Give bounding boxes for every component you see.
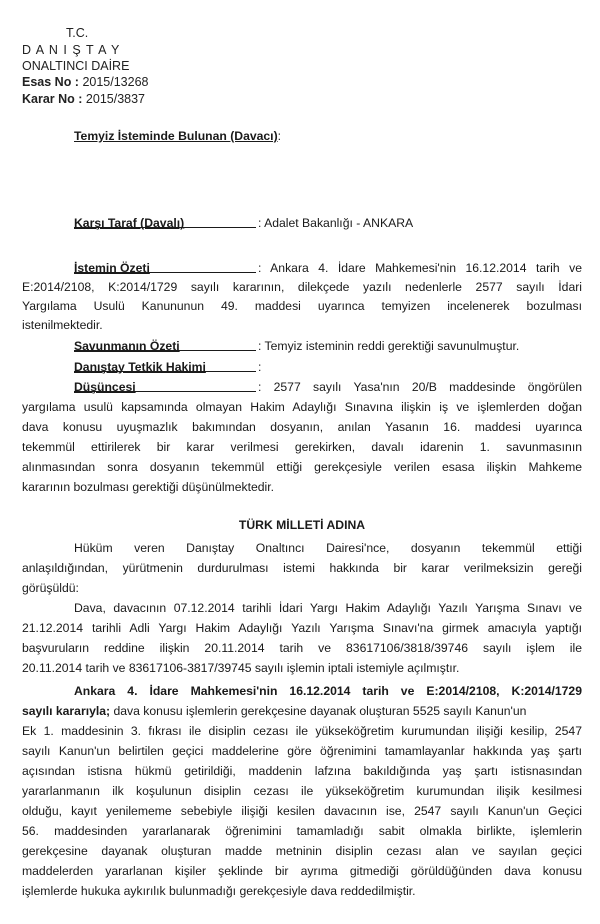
para2-line-2: başvuruların reddine ilişkin 20.11.2014 tarih ve 83617106/3818/39746 sayılı işlem ile — [22, 641, 582, 655]
para2-line-3: 20.11.2014 tarih ve 83617106-3817/39745 sayılı işlemin iptali istemiyle açılmıştır. — [22, 661, 460, 675]
respondent-label: Karşı Taraf (Davalı) — [74, 216, 185, 230]
opinion-row — [74, 378, 600, 397]
para3-line-9: işlemlerde hukuka aykırılık bulunmadığı gerekçesiyle dava reddedilmiştir. — [22, 884, 416, 898]
para3-line-0-row — [22, 702, 582, 721]
judge-row — [74, 358, 600, 377]
para3-bold-line-1: sayılı kararıyla; — [22, 704, 111, 718]
para1-line-2: görüşüldü: — [22, 581, 79, 595]
esas-value: 2015/13268 — [82, 75, 149, 89]
header-court: D A N I Ş T A Y — [22, 43, 121, 57]
header-karar — [22, 91, 145, 108]
decision-title: TÜRK MİLLETİ ADINA — [238, 518, 366, 532]
respondent-row — [74, 214, 600, 233]
opinion-line-5: kararının bozulması gerektiği düşünülmektedir. — [22, 480, 275, 494]
summary-line-2: Yargılama Usulü Kanununun 49. maddesi uyarınca temyizen incelenerek bozulması — [22, 299, 582, 313]
header-esas — [22, 74, 149, 91]
para1-line-1: anlaşıldığından, yürütmenin durdurulması istemi hakkında bir karar verilmeksizin gereği — [22, 561, 582, 575]
esas-label: Esas No : — [22, 75, 79, 89]
para3-line-6: 56. maddesinden yararlanarak öğrenimini tamamladığı sabit olmakla birlikte, işlemlerin — [22, 824, 582, 838]
karar-label: Karar No : — [22, 92, 83, 106]
judge-label: Danıştay Tetkik Hakimi — [74, 360, 206, 374]
defense-row — [74, 337, 600, 356]
para3-line-2: sayılı Kanun'un belirtilen geçici maddelerine göre öğrenimini tamamlayanlar hakkında yaş şartı — [22, 744, 582, 758]
summary-label: İstemin Özeti — [74, 261, 150, 275]
opinion-label: Düşüncesi — [74, 380, 136, 394]
opinion-line-1: yargılama usulü kapsamında olmayan Hakim Adaylığı Sınavına ilişkin iş ve işlemlerden doğan — [22, 400, 582, 414]
para2-line-1: 21.12.2014 tarihli Adli Yargı Hakim Adaylığı Yazılı Yarışma Sınavı'na girmek amacıyla yaptığı — [22, 621, 582, 635]
header-tc: T.C. — [66, 26, 89, 40]
para3-line-5: olduğu, kayıt yenilememe sebebiyle ilişiği kesilen davacının ise, 2547 sayılı Kanun'un Geçici — [22, 804, 582, 818]
appellant-row — [74, 127, 600, 146]
respondent-value: : Adalet Bakanlığı - ANKARA — [258, 216, 414, 230]
opinion-line-2: dava konusu uyuşmazlık bakımından dosyanın, anılan Yasanın 16. maddesi uyarınca — [22, 420, 582, 434]
opinion-line-3: tekemmül ettirilerek bir karar verilmesi gerekirken, davalı idarenin 1. savunmasının — [22, 440, 582, 454]
para3-line-8: maddelerden yararlanan kişiler şeklinde bir ayrıma gitmediği görüldüğünden dava konusu — [22, 864, 582, 878]
para3-line-4: yararlanmanın ilk koşulunun disiplin cezası ile yükseköğretim kurumundan ilişik kesilmesi — [22, 784, 582, 798]
para2-line-0: Dava, davacının 07.12.2014 tarihli İdari Yargı Hakim Adaylığı Yazılı Yarışma Sınavı ve — [74, 601, 582, 615]
opinion-line-0: : 2577 sayılı Yasa'nın 20/B maddesinde öngörülen — [258, 380, 582, 394]
karar-value: 2015/3837 — [85, 92, 146, 106]
para3-line-0: dava konusu işlemlerin gerekçesine dayanak oluşturan 5525 sayılı Kanun'un — [113, 704, 527, 718]
judge-colon: : — [258, 360, 262, 374]
opinion-line-4: alınmasından sonra dosyanın tekemmül ettiği gerekçesiyle verilen esasa ilişkin Mahkeme — [22, 460, 582, 474]
para1-line-0: Hüküm veren Danıştay Onaltıncı Dairesi'nce, dosyanın tekemmül ettiği — [74, 541, 582, 555]
summary-line-1: E:2014/2108, K:2014/1729 sayılı kararının, dilekçede yazılı nedenlerle 2577 sayılı İdari — [22, 280, 582, 294]
defense-value: : Temyiz isteminin reddi gerektiği savunulmuştur. — [258, 339, 520, 353]
para3-bold-line-0: Ankara 4. İdare Mahkemesi'nin 16.12.2014 tarih ve E:2014/2108, K:2014/1729 — [74, 684, 582, 698]
para3-line-1: Ek 1. maddesinin 3. fıkrası ile disiplin cezası ile yükseköğretim kurumundan ilişiği kesilip, 2547 — [22, 724, 582, 738]
appellant-label: Temyiz İsteminde Bulunan (Davacı) — [74, 129, 278, 143]
appellant-colon: : — [277, 129, 282, 143]
summary-line-0: : Ankara 4. İdare Mahkemesi'nin 16.12.2014 tarih ve — [258, 261, 582, 275]
para3-line-7: gerekçesine dayanak oluşturan madde metninin disiplin cezası alan ve sayılan geçici — [22, 844, 582, 858]
summary-row — [74, 259, 600, 278]
summary-line-3: istenilmektedir. — [22, 318, 103, 332]
defense-label: Savunmanın Özeti — [74, 339, 180, 353]
header-chamber: ONALTINCI DAİRE — [22, 59, 130, 73]
para3-line-3: açısından istisna hükmü getirildiği, maddenin lafzına bakıldığında yaş şartı istisnasından — [22, 764, 582, 778]
